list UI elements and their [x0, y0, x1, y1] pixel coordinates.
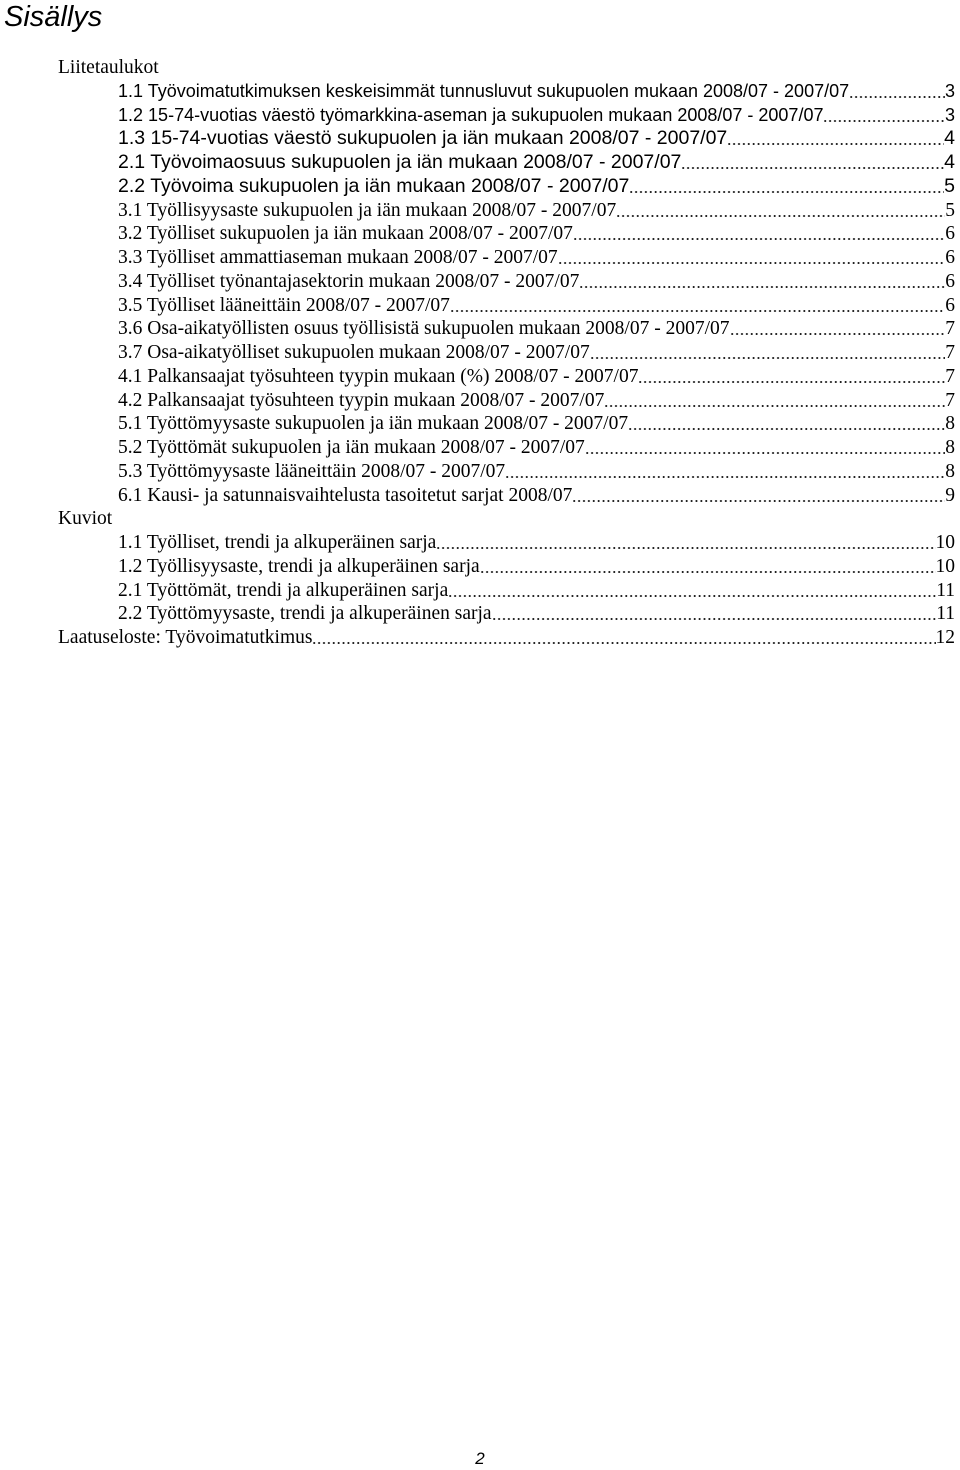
toc-entry-title: Työlliset työnantajasektorin mukaan 2008/07 - 2007/07: [146, 270, 580, 292]
toc-entry-title: Työlliset ammattiaseman mukaan 2008/07 - 2007/07: [146, 247, 558, 268]
toc-table-3-6[interactable]: [118, 317, 955, 341]
toc-section-figures: [118, 531, 955, 626]
toc-table-5-2[interactable]: [118, 436, 955, 460]
toc-table-1-3[interactable]: [118, 127, 955, 151]
toc-entry-label: [118, 80, 849, 104]
dot-leader: [449, 579, 936, 603]
toc-table-3-4[interactable]: [118, 270, 955, 294]
toc-entry-page: 7: [945, 342, 955, 363]
toc-entry-title: Työlliset, trendi ja alkuperäinen sarja: [146, 532, 437, 553]
toc-entry-page: 7: [945, 365, 955, 387]
toc-entry-number: 2.2: [118, 174, 146, 197]
toc-entry-page: 7: [945, 389, 955, 411]
toc-entry-title: 15-74-vuotias väestö sukupuolen ja iän mukaan 2008/07 - 2007/07: [150, 127, 728, 150]
toc-table-3-3[interactable]: [118, 246, 955, 270]
toc-table-4-2[interactable]: [118, 389, 955, 413]
toc-entry-number: 3.7: [118, 342, 143, 363]
dot-leader: [451, 294, 945, 318]
toc-entry-label: [118, 389, 604, 413]
toc-entry-number: 1.2: [118, 555, 143, 577]
toc-entry-title: Työlliset lääneittäin 2008/07 - 2007/07: [146, 294, 450, 316]
dot-leader: [617, 199, 945, 223]
toc-entry-page: 8: [945, 460, 955, 482]
toc-entry-label: [118, 222, 573, 246]
toc-entry-page: 7: [945, 318, 955, 340]
toc-entry-page: 3: [944, 104, 955, 125]
toc-table-3-5[interactable]: [118, 294, 955, 318]
toc-entry-title: Työttömät, trendi ja alkuperäinen sarja: [146, 579, 449, 601]
dot-leader: [481, 555, 936, 579]
toc-entry-label: [118, 199, 616, 223]
dot-leader: [591, 341, 946, 365]
toc-entry-label: [118, 104, 823, 128]
toc-section-heading-tables: Liitetaulukot: [58, 57, 159, 78]
toc-entry-number: 2.1: [118, 579, 143, 601]
toc-entry-number: 2.2: [118, 603, 143, 625]
toc-entry-label: [118, 365, 638, 389]
toc-entry-page: 6: [945, 270, 955, 292]
toc-entry-number: 5.1: [118, 413, 143, 435]
toc-entry-label: [118, 270, 579, 294]
toc-entry-title: Palkansaajat työsuhteen tyypin mukaan (%) 2008/07 - 2007/07: [147, 365, 639, 387]
dot-leader: [682, 151, 944, 175]
toc-entry-label: [118, 460, 505, 484]
toc-table-3-1[interactable]: [118, 199, 955, 223]
dot-leader: [573, 484, 945, 508]
toc-entry-number: 1.3: [118, 127, 146, 150]
toc-entry-label: [118, 484, 572, 508]
toc-table-1-2[interactable]: [118, 104, 955, 128]
toc-entry-title: Työvoimaosuus sukupuolen ja iän mukaan 2008/07 - 2007/07: [150, 151, 682, 173]
dot-leader: [437, 531, 935, 555]
toc-entry-page: 12: [935, 627, 955, 648]
toc-entry-title: Laatuseloste: Työvoimatutkimus: [58, 627, 313, 648]
toc-entry-title: Työttömyysaste, trendi ja alkuperäinen sarja: [146, 603, 492, 625]
toc-section-tables: [118, 80, 955, 508]
dot-leader: [850, 80, 945, 104]
toc-entry-label: [118, 531, 436, 555]
toc-entry-number: 3.2: [118, 223, 143, 245]
toc-entry-number: 1.1: [118, 80, 144, 101]
dot-leader: [728, 127, 944, 151]
toc-entry-title: Työlliset sukupuolen ja iän mukaan 2008/07 - 2007/07: [146, 223, 573, 245]
toc-table-2-2[interactable]: [118, 175, 955, 199]
toc-entry-label: [118, 317, 730, 341]
toc-entry-number: 5.2: [118, 437, 143, 458]
toc-section-heading-figures: Kuviot: [58, 508, 113, 530]
toc-figure-1-1[interactable]: [118, 531, 955, 555]
toc-entry-number: 3.4: [118, 270, 143, 292]
dot-leader: [559, 246, 946, 270]
dot-leader: [580, 270, 945, 294]
page-number: 2: [475, 1449, 485, 1468]
toc-entry-label: [118, 341, 590, 365]
toc-entry-title: Työttömät sukupuolen ja iän mukaan 2008/07 - 2007/07: [146, 437, 585, 458]
toc-table-6-1[interactable]: [118, 484, 955, 508]
dot-leader: [313, 626, 935, 650]
toc-entry-title: Kausi- ja satunnaisvaihtelusta tasoitetut sarjat 2008/07: [147, 484, 573, 506]
toc-entry-title: Työttömyysaste lääneittäin 2008/07 - 2007/07: [146, 460, 506, 482]
toc-figure-1-2[interactable]: [118, 555, 955, 579]
toc-entry-label: [118, 246, 558, 270]
toc-quality-report[interactable]: [58, 626, 955, 650]
dot-leader: [629, 412, 945, 436]
dot-leader: [824, 104, 945, 128]
toc-entry-number: 4.2: [118, 389, 143, 411]
toc-entry-label: [118, 602, 492, 626]
toc-entry-title: Osa-aikatyölliset sukupuolen mukaan 2008/07 - 2007/07: [147, 342, 590, 363]
toc-entry-page: 8: [945, 413, 955, 435]
dot-leader: [586, 436, 945, 460]
dot-leader: [574, 222, 945, 246]
toc-entry-title: Työttömyysaste sukupuolen ja iän mukaan 2008/07 - 2007/07: [146, 413, 629, 435]
dot-leader: [639, 365, 945, 389]
toc-entry-page: 5: [945, 199, 955, 221]
toc-entry-title: 15-74-vuotias väestö työmarkkina-aseman ja sukupuolen mukaan 2008/07 - 2007/07: [148, 104, 824, 125]
toc-entry-page: 5: [944, 174, 955, 197]
toc-entry-title: Työvoimatutkimuksen keskeisimmät tunnusluvut sukupuolen mukaan 2008/07 - 2007/07: [147, 80, 850, 101]
toc-entry-title: Työllisyysaste sukupuolen ja iän mukaan 2008/07 - 2007/07: [146, 199, 617, 221]
toc-entry-label: [118, 294, 450, 318]
toc-entry-number: 6.1: [118, 484, 143, 506]
toc-entry-page: 6: [945, 247, 955, 268]
toc-entry-page: 4: [944, 127, 955, 150]
dot-leader: [731, 317, 946, 341]
toc-table-2-1[interactable]: [118, 151, 955, 175]
toc-entry-label: [118, 151, 681, 175]
toc-entry-label: [118, 127, 727, 151]
toc-entry-title: Työllisyysaste, trendi ja alkuperäinen sarja: [146, 555, 480, 577]
toc-entry-page: 4: [944, 151, 955, 173]
dot-leader: [605, 389, 945, 413]
toc-entry-title: Osa-aikatyöllisten osuus työllisistä sukupuolen mukaan 2008/07 - 2007/07: [147, 318, 730, 340]
toc-table-1-1[interactable]: [118, 80, 955, 104]
toc-entry-page: 8: [945, 437, 955, 458]
toc-entry-title: Työvoima sukupuolen ja iän mukaan 2008/07 - 2007/07: [150, 174, 630, 197]
toc-entry-page: 11: [936, 603, 955, 625]
toc-entry-number: 3.5: [118, 294, 143, 316]
toc-entry-page: 3: [944, 80, 955, 101]
dot-leader: [630, 175, 944, 199]
toc-figure-2-1[interactable]: [118, 579, 955, 603]
toc-entry-number: 1.1: [118, 532, 143, 553]
toc-entry-page: 10: [935, 555, 955, 577]
toc-entry-page: 10: [935, 532, 955, 553]
toc-table-5-3[interactable]: [118, 460, 955, 484]
toc-entry-page: 11: [936, 579, 955, 601]
toc-entry-label: [118, 436, 585, 460]
toc-entry-number: 4.1: [118, 365, 143, 387]
toc-entry-page: 6: [945, 223, 955, 245]
toc-table-3-7[interactable]: [118, 341, 955, 365]
page-title: Sisällys: [4, 1, 103, 33]
table-of-contents: [58, 56, 955, 650]
toc-entry-page: 6: [945, 294, 955, 316]
toc-table-5-1[interactable]: [118, 412, 955, 436]
toc-figure-2-2[interactable]: [118, 602, 955, 626]
toc-entry-number: 5.3: [118, 460, 143, 482]
toc-entry-label: [118, 555, 480, 579]
toc-entry-number: 3.6: [118, 318, 143, 340]
toc-entry-label: [118, 579, 448, 603]
toc-table-4-1[interactable]: [118, 365, 955, 389]
toc-entry-number: 1.2: [118, 104, 144, 125]
toc-entry-label: [118, 412, 628, 436]
toc-entry-number: 2.1: [118, 151, 146, 173]
toc-entry-number: 3.1: [118, 199, 143, 221]
dot-leader: [506, 460, 945, 484]
toc-entry-number: 3.3: [118, 247, 143, 268]
toc-entry-page: 9: [945, 484, 955, 506]
toc-table-3-2[interactable]: [118, 222, 955, 246]
dot-leader: [493, 602, 937, 626]
toc-entry-title: Palkansaajat työsuhteen tyypin mukaan 2008/07 - 2007/07: [147, 389, 605, 411]
toc-entry-label: [118, 175, 629, 199]
